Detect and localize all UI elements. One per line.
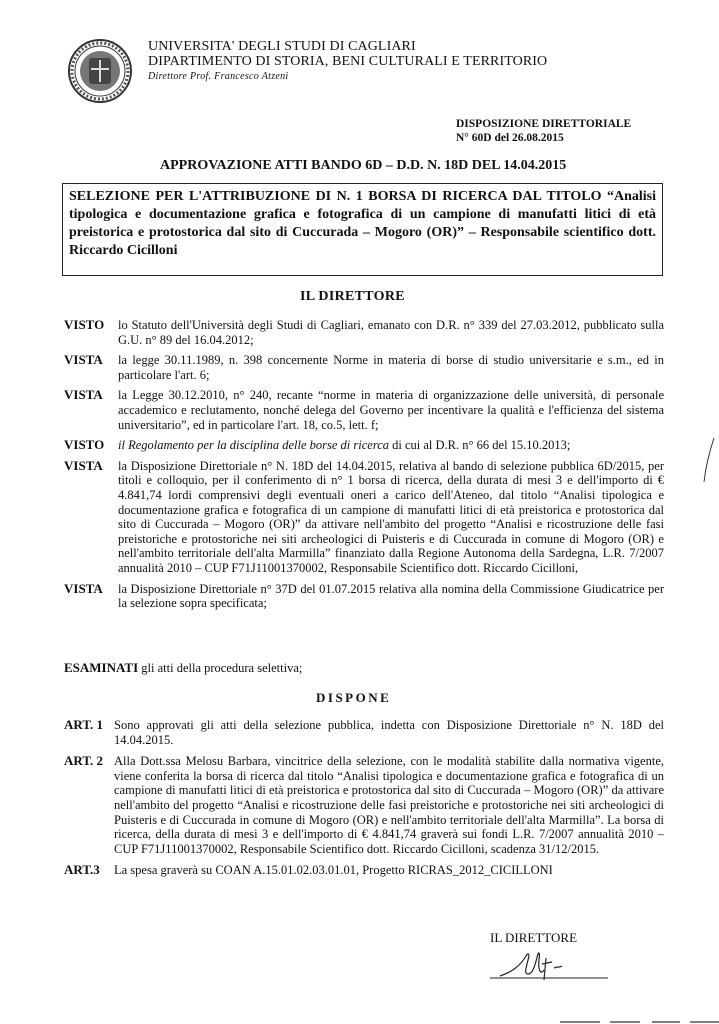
article-number: ART. 2 [64, 753, 104, 769]
recital-keyword: VISTA [64, 387, 103, 403]
article-number: ART. 1 [64, 717, 104, 732]
signature-label: IL DIRETTORE [490, 930, 578, 945]
article-item [64, 754, 664, 856]
article-text: Sono approvati gli atti della selezione pubblica, indetta con Disposizione Direttoriale n° N. 18D del 14.04.2015. [114, 718, 664, 747]
recital-text: lo Statuto dell'Università degli Studi di Cagliari, emanato con D.R. n° 339 del 27.03.2012, pubblicato sulla G.U. n° 89 del 16.04.2012; [118, 318, 664, 347]
university-seal-icon [67, 38, 133, 104]
article-text: Alla Dott.ssa Melosu Barbara, vincitrice della selezione, con le modalità stabilite dalla normativa vigente, viene conferita la borsa di ricerca dal titolo “Analisi tipologica e documentazione grafica e fotografica di un campione di manufatti litici di età preistorica e protostorica dal sito di Cuccurada – Mogoro (OR)” da attivare nell'ambito del progetto “Analisi e ricostruzione delle fasi preistoriche e protostoriche nei siti archeologici di Puisteris e di Cuccurada in comune di Mogoro (OR) e nell'ambito territoriale dell'alta Marmilla”. La borsa di ricerca, della durata di mesi 3 e dell'importo di € 4.841,74 graverà sui fondi L.R. 7/2007 annualità 2010 – CUP F71J11001370002, Responsabile Scientifico dott. Riccardo Cicilloni, scadenza 31/12/2015. [114, 754, 664, 856]
regulation-reference: di cui al D.R. n° 66 del 15.10.2013; [389, 438, 571, 453]
article-item [64, 863, 664, 878]
regulation-title: il Regolamento per la disciplina delle borse di ricerca [118, 438, 390, 453]
disposition-number-date: N° 60D del 26.08.2015 [456, 132, 564, 144]
director-heading: IL DIRETTORE [300, 289, 405, 304]
article-text: La spesa graverà su COAN A.15.01.02.03.01.01, Progetto RICRAS_2012_CICILLONI [114, 863, 553, 878]
recital-text: la Disposizione Direttoriale n° 37D del 01.07.2015 relativa alla nomina della Commissione Giudicatrice per la selezione sopra specificata; [118, 581, 664, 611]
recitals-list [64, 318, 664, 617]
institution-header [148, 39, 547, 84]
recital-keyword: VISTO [64, 317, 105, 332]
scan-edge-artifact [560, 1016, 719, 1024]
recital-text: la Disposizione Direttoriale n° N. 18D del 14.04.2015, relativa al bando di selezione pubblica 6D/2015, per titoli e colloquio, per il conferimento di n° 1 borsa di ricerca, della durata di mesi 3 e dell'importo di € 4.841,74 lordi comprensivi degli eventuali oneri a carico dell'Ateneo, dal titolo “Analisi tipologica e documentazione grafica e fotografica di un campione di manufatti litici di età preistorica e protostorica dal sito di Cuccurada – Mogoro (OR)” da attivare nell'ambito del progetto “Analisi e ricostruzione delle fasi preistoriche e protostoriche nei siti archeologici di Puisteris e di Cuccurada in comune di Mogoro (OR) e nell'ambito territoriale dell'alta Marmilla” finanziato dalla Regione Autonoma della Sardegna, L.R. 7/2007 annualità 2010 – CUP F71J11001370002, Responsabile Scientifico dott. Riccardo Cicilloni, [118, 458, 664, 575]
recital-keyword: VISTO [64, 437, 105, 453]
handwritten-signature [482, 946, 612, 986]
recital-text: la Legge 30.12.2010, n° 240, recante “norme in materia di organizzazione delle università, di personale accademico e reclutamento, nonché delega del Governo per incentivare la qualità e l'efficienza del sistema universitario”, ed in particolare l'art. 18, co.5, lett. f; [118, 388, 664, 432]
disposition-reference [456, 117, 631, 145]
recital-item [64, 353, 664, 382]
examined-text: gli atti della procedura selettiva; [138, 661, 303, 675]
article-item [64, 718, 664, 747]
examined-keyword: ESAMINATI [64, 660, 139, 675]
recital-item [64, 459, 664, 576]
recital-item [64, 438, 664, 453]
examined-clause [64, 660, 302, 676]
department-name: DIPARTIMENTO DI STORIA, BENI CULTURALI E TERRITORIO [148, 54, 548, 69]
disposition-type: DISPOSIZIONE DIRETTORIALE [456, 118, 632, 130]
recital-text: la legge 30.11.1989, n. 398 concernente Norme in materia di borse di studio universitarie e s.m., ed in particolare l'art. 6; [118, 353, 664, 382]
article-number: ART.3 [64, 862, 100, 878]
recital-keyword: VISTA [64, 580, 103, 596]
recital-keyword: VISTA [64, 457, 103, 473]
university-name: UNIVERSITA' DEGLI STUDI DI CAGLIARI [148, 39, 416, 54]
recital-text [118, 438, 664, 453]
recital-item [64, 388, 664, 432]
director-name: Direttore Prof. Francesco Atzeni [148, 71, 289, 82]
dispone-heading: DISPONE [316, 690, 392, 705]
recital-item [64, 582, 664, 611]
selection-subject-box: SELEZIONE PER L'ATTRIBUZIONE DI N. 1 BORSA DI RICERCA DAL TITOLO “Analisi tipologica e documentazione grafica e fotografica di un campione di manufatti litici di età preistorica e protostorica dal sito di Cuccurada – Mogoro (OR)” – Responsabile scientifico dott. Riccardo Cicilloni [62, 183, 663, 276]
recital-keyword: VISTA [64, 352, 103, 368]
articles-list [64, 718, 664, 885]
document-title: APPROVAZIONE ATTI BANDO 6D – D.D. N. 18D DEL 14.04.2015 [160, 158, 567, 173]
margin-pen-mark [698, 436, 718, 486]
recital-item [64, 318, 664, 347]
